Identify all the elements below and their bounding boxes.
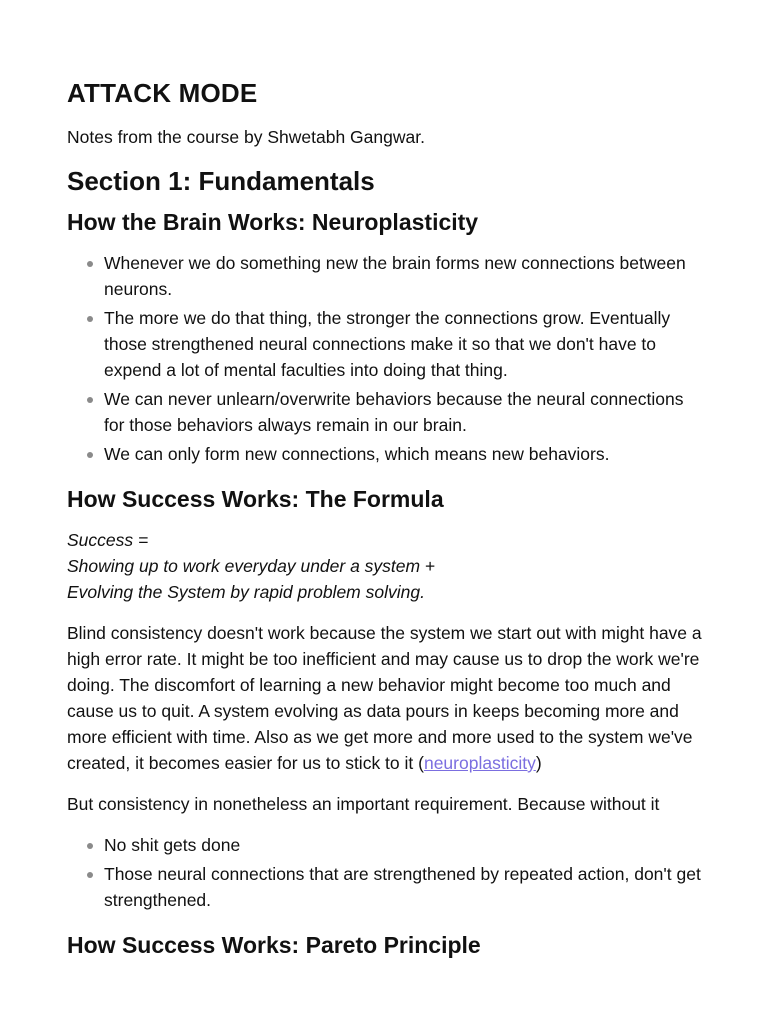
list-item-text: We can never unlearn/overwrite behaviors because the neural connections for those behaviors always remain in our brain. <box>104 389 684 435</box>
list-item-text: The more we do that thing, the stronger the connections grow. Eventually those strengthened neural connections make it so that we don't have to expend a lot of mental faculties into doing that thing. <box>104 308 671 380</box>
bullet-icon <box>87 316 93 322</box>
list-item-text: Those neural connections that are strengthened by repeated action, don't get strengthened. <box>104 864 701 910</box>
paren-open: ( <box>418 753 424 773</box>
list-item <box>67 441 706 467</box>
formula-line-1: Success = <box>67 530 149 550</box>
list-item-text: We can only form new connections, which means new behaviors. <box>104 444 610 464</box>
pareto-heading: How Success Works: Pareto Principle <box>67 932 481 958</box>
neuroplasticity-link[interactable]: neuroplasticity <box>423 753 536 773</box>
bullet-icon <box>87 872 93 878</box>
list-item <box>67 861 706 913</box>
list-item <box>67 250 706 302</box>
bullet-icon <box>87 261 93 267</box>
list-item <box>67 386 706 438</box>
formula-plus: + <box>424 556 436 576</box>
bullet-icon <box>87 843 93 849</box>
consistency-paragraph <box>67 620 706 776</box>
bullet-icon <box>87 452 93 458</box>
bullet-icon <box>87 397 93 403</box>
document-title: ATTACK MODE <box>67 78 258 108</box>
formula-heading: How Success Works: The Formula <box>67 486 444 512</box>
section-1-heading: Section 1: Fundamentals <box>67 166 375 196</box>
formula-line-2 <box>67 553 706 579</box>
brain-heading: How the Brain Works: Neuroplasticity <box>67 209 479 235</box>
brain-list <box>67 250 706 467</box>
formula-line-3: Evolving the System by rapid problem solving. <box>67 582 425 602</box>
list-item <box>67 832 706 858</box>
paren-close: ) <box>535 753 542 773</box>
consistency-list <box>67 832 706 913</box>
document-subtitle: Notes from the course by Shwetabh Gangwar. <box>67 127 425 147</box>
success-formula <box>67 527 706 605</box>
list-item <box>67 305 706 383</box>
consistency-paragraph-text: Blind consistency doesn't work because the system we start out with might have a high error rate. It might be too inefficient and may cause us to drop the work we're doing. The discomfort of learning a new behavior might become too much and cause us to quit. A system evolving as data pours in keeps becoming more and more efficient with time. Also as we get more and more used to the system we've created, it becomes easier for us to stick to it <box>67 623 702 773</box>
list-item-text: Whenever we do something new the brain forms new connections between neurons. <box>104 253 686 299</box>
consistency-requirement: But consistency in nonetheless an important requirement. Because without it <box>67 794 660 814</box>
formula-line-2-text: Showing up to work everyday under a system <box>67 556 421 576</box>
list-item-text: No shit gets done <box>104 835 241 855</box>
